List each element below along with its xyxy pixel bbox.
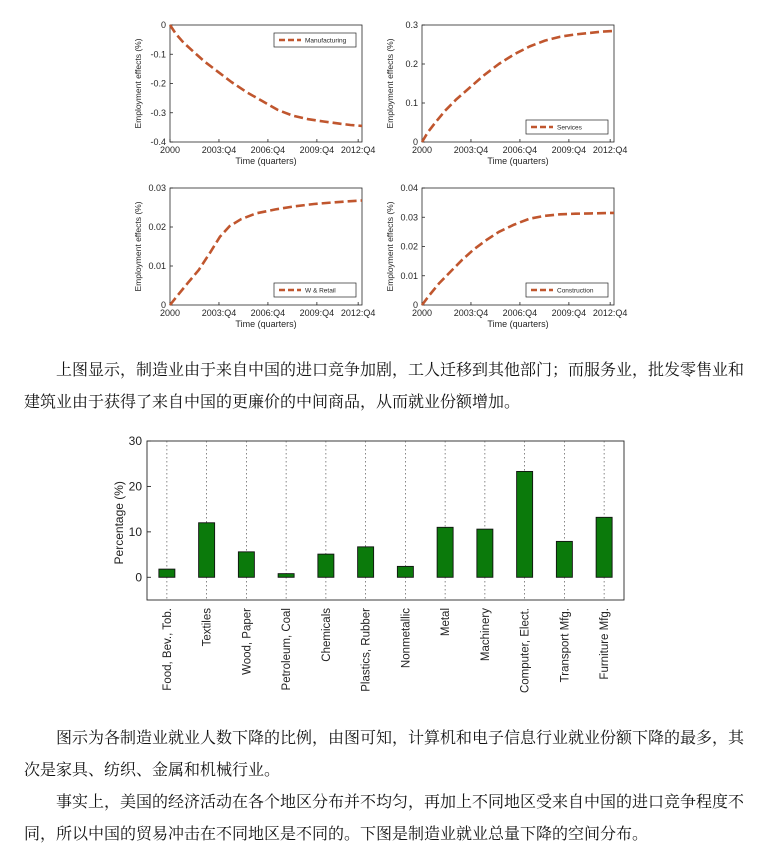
y-tick-label: 0 — [135, 570, 142, 585]
x-tick-label: 2000 — [159, 308, 181, 318]
y-tick-label: 0 — [412, 137, 418, 147]
bar — [318, 554, 334, 577]
y-tick-label: 0.03 — [148, 183, 166, 193]
bar — [199, 523, 215, 578]
paragraph-2 — [24, 722, 746, 786]
y-tick-label: -0.1 — [150, 49, 166, 60]
y-axis-label: Percentage (%) — [112, 481, 126, 565]
category-label: Wood, Paper — [241, 608, 254, 675]
x-tick-label: 2006:Q4 — [502, 145, 538, 155]
x-tick-label: 2000 — [159, 145, 181, 155]
legend-label: Construction — [557, 287, 594, 295]
x-tick-label: 2012:Q4 — [592, 308, 628, 318]
y-tick-label: -0.2 — [150, 78, 166, 89]
bar-plot-frame — [147, 441, 624, 600]
bar — [517, 471, 533, 577]
bar — [278, 574, 294, 578]
y-tick-label: -0.4 — [150, 137, 166, 147]
y-tick-label: 0.02 — [400, 241, 418, 252]
legend-label: Services — [557, 124, 582, 132]
legend-label: Manufacturing — [305, 37, 347, 45]
bar — [159, 569, 175, 577]
x-tick-label: 2003:Q4 — [453, 308, 489, 318]
bar — [477, 529, 493, 577]
y-tick-label: 0.02 — [148, 222, 166, 232]
line-chart-4 — [385, 183, 627, 329]
legend — [274, 33, 356, 47]
category-label: Food, Bev., Tob. — [161, 608, 174, 691]
bar — [596, 517, 612, 577]
bar — [556, 541, 572, 577]
x-tick-label: 2003:Q4 — [201, 308, 237, 318]
category-label: Chemicals — [320, 608, 333, 662]
line-chart-3 — [133, 183, 375, 329]
y-tick-label: -0.3 — [150, 107, 166, 118]
y-tick-label: 0.01 — [148, 261, 166, 271]
y-axis-label: Employment effects (%) — [385, 38, 395, 129]
y-axis-label: Employment effects (%) — [385, 201, 395, 292]
x-tick-label: 2009:Q4 — [551, 308, 587, 318]
y-tick-label: 0 — [412, 300, 418, 310]
bar-chart — [112, 434, 624, 693]
category-label: Furniture Mfg. — [599, 608, 612, 680]
y-tick-label: 0.1 — [405, 98, 418, 108]
legend-label: W & Retail — [305, 287, 336, 295]
x-tick-label: 2012:Q4 — [340, 145, 376, 155]
x-axis-label: Time (quarters) — [235, 156, 297, 166]
category-label: Computer, Elect. — [519, 608, 532, 694]
y-axis-label: Employment effects (%) — [133, 38, 143, 129]
y-tick-label: 0.3 — [405, 20, 418, 30]
category-label: Nonmetallic — [400, 608, 413, 669]
legend — [526, 120, 608, 134]
paragraph-1 — [24, 354, 746, 418]
category-label: Metal — [440, 608, 453, 637]
x-tick-label: 2012:Q4 — [340, 308, 376, 318]
x-tick-label: 2003:Q4 — [453, 145, 489, 155]
bar — [238, 552, 254, 577]
line-charts — [133, 20, 627, 329]
paragraph-3 — [24, 786, 746, 850]
y-axis-label: Employment effects (%) — [133, 201, 143, 292]
x-tick-label: 2006:Q4 — [250, 308, 286, 318]
paragraph-2-text: 图示为各制造业就业人数下降的比例，由图可知，计算机和电子信息行业就业份额下降的最多，其次是家具、纺织、金属和机械行业。 — [24, 728, 745, 779]
category-label: Machinery — [479, 608, 492, 662]
y-tick-label: 0.03 — [400, 212, 418, 223]
x-axis-label: Time (quarters) — [487, 156, 549, 166]
y-tick-label: 0.01 — [400, 270, 418, 281]
bar — [437, 527, 453, 577]
x-tick-label: 2009:Q4 — [299, 308, 335, 318]
x-tick-label: 2012:Q4 — [592, 145, 628, 155]
x-tick-label: 2009:Q4 — [299, 145, 335, 155]
x-tick-label: 2003:Q4 — [201, 145, 237, 155]
bar — [397, 566, 413, 577]
y-tick-label: 10 — [128, 524, 142, 539]
y-tick-label: 30 — [128, 434, 142, 448]
legend — [526, 283, 608, 297]
y-tick-label: 0.2 — [405, 59, 418, 69]
x-tick-label: 2006:Q4 — [502, 308, 538, 318]
paragraph-3-text: 事实上，美国的经济活动在各个地区分布并不均匀，再加上不同地区受来自中国的进口竞争程度不同，所以中国的贸易冲击在不同地区是不同的。下图是制造业就业总量下降的空间分布。 — [24, 792, 745, 843]
category-label: Petroleum, Coal — [281, 608, 294, 691]
line-chart-1 — [133, 20, 375, 166]
y-tick-label: 0 — [160, 20, 166, 30]
y-tick-label: 0 — [160, 300, 166, 310]
line-chart-2 — [385, 20, 627, 166]
y-tick-label: 0.04 — [400, 183, 418, 193]
x-tick-label: 2000 — [411, 308, 433, 318]
category-label: Transport Mfg. — [559, 608, 572, 683]
x-axis-label: Time (quarters) — [487, 319, 549, 329]
y-tick-label: 20 — [128, 479, 142, 494]
x-axis-label: Time (quarters) — [235, 319, 297, 329]
paragraph-1-text: 上图显示，制造业由于来自中国的进口竞争加剧，工人迁移到其他部门；而服务业，批发零售业和建筑业由于获得了来自中国的更廉价的中间商品，从而就业份额增加。 — [24, 360, 745, 411]
bar — [358, 547, 374, 577]
category-label: Plastics, Rubber — [360, 608, 373, 692]
x-tick-label: 2006:Q4 — [250, 145, 286, 155]
legend — [274, 283, 356, 297]
x-tick-label: 2000 — [411, 145, 433, 155]
x-tick-label: 2009:Q4 — [551, 145, 587, 155]
category-label: Textiles — [201, 608, 214, 647]
